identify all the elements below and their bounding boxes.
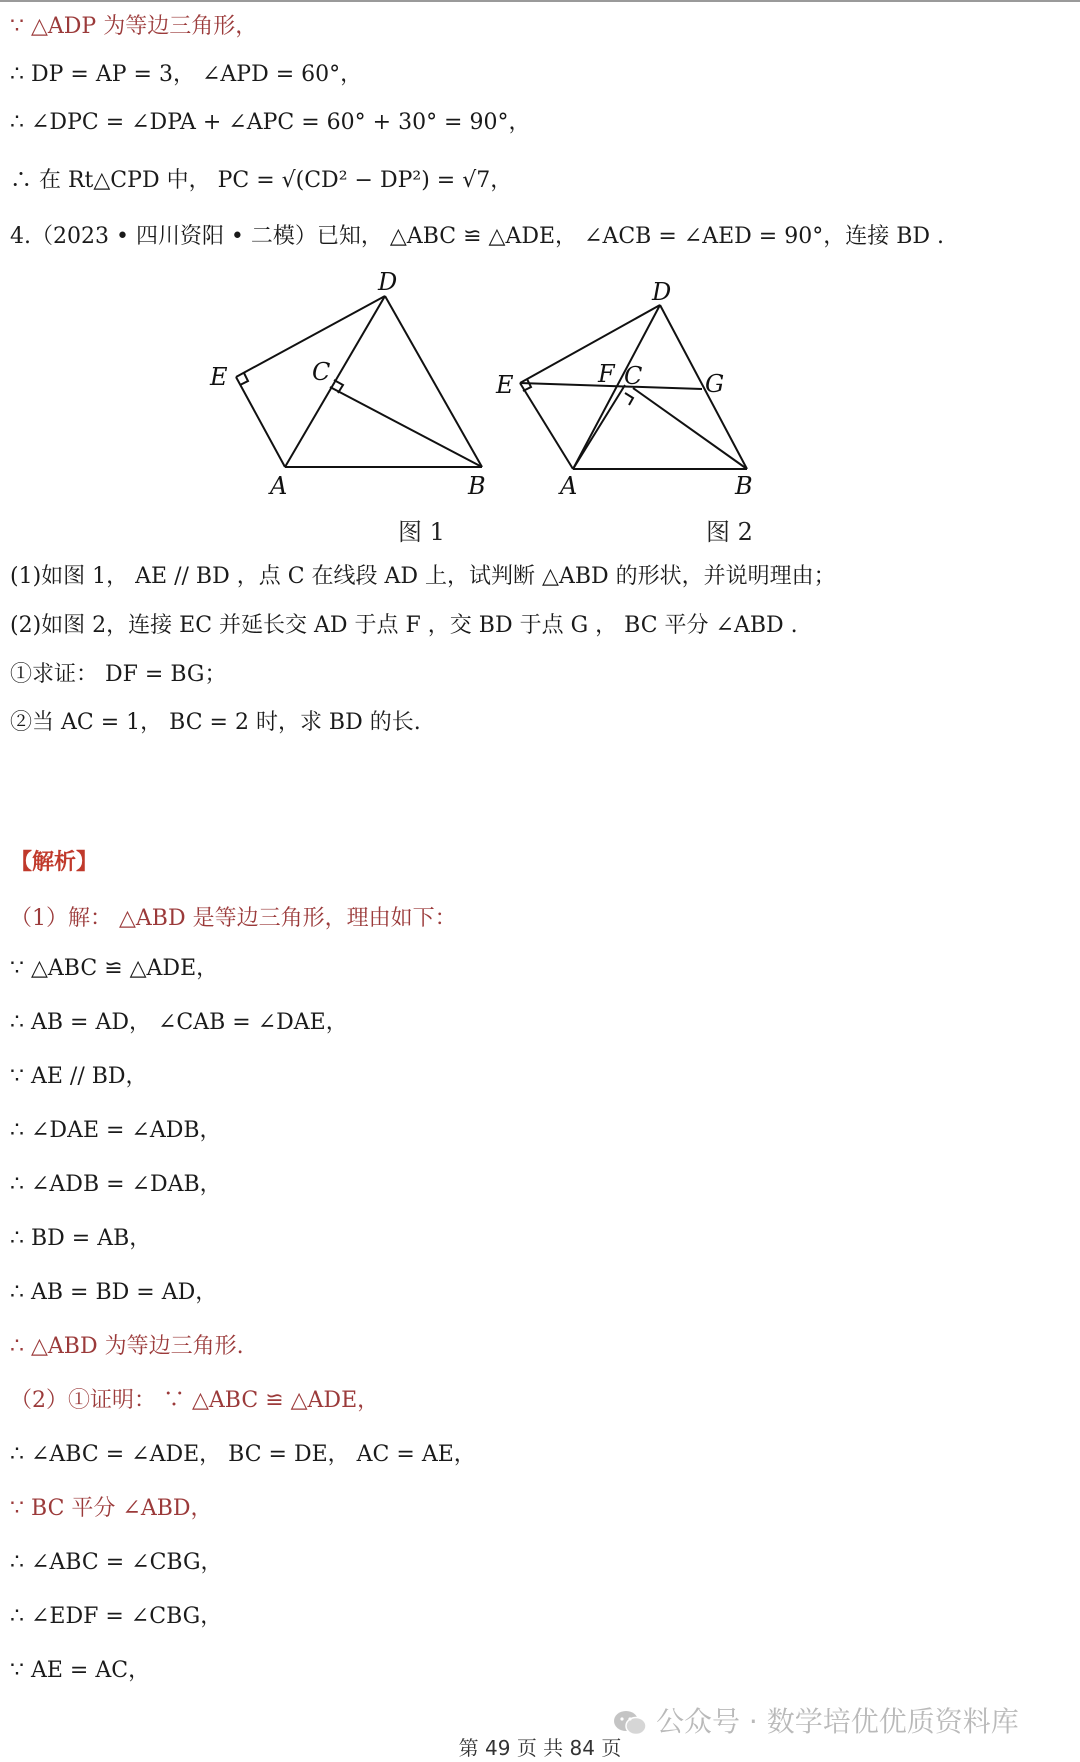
watermark-text: 公众号 · 数学培优优质资料库 [656,1705,1019,1738]
problem-4-statement: 4.（2023 • 四川资阳 • 二模）已知， △ABC ≌ △ADE， ∠ACB = ∠AED = 90°，连接 BD . [10,224,944,249]
figure-2 [496,270,850,540]
fig2-label-E: E [496,371,514,399]
text-line-4: ∴ 在 Rt△CPD 中， PC = √(CD² − DP²) = √7， [10,168,513,193]
question-part-2-1: ①求证： DF = BG； [10,662,227,687]
text-line-2: ∴ DP = AP = 3， ∠APD = 60°， [10,62,363,87]
fig1-label-E: E [210,363,228,391]
fig2-label-D: D [652,278,672,306]
figure-1-caption: 图 1 [398,518,445,546]
text-line-3: ∴ ∠DPC = ∠DPA + ∠APC = 60° + 30° = 90°， [10,110,531,135]
figure-2-diagram [496,270,850,540]
solution-line-4: ∵ AE // BD， [10,1064,148,1089]
solution-line-14: ∴ ∠EDF = ∠CBG， [10,1604,223,1629]
figure-1-diagram [210,268,530,540]
fig2-label-C: C [624,362,643,390]
solution-line-1: （1）解： △ABD 是等边三角形，理由如下： [10,906,457,931]
figure-1 [210,268,530,540]
page-top-rule [0,0,1080,2]
fig2-label-B: B [735,472,753,500]
fig1-label-D: D [378,268,398,296]
fig1-segment-AE [236,377,285,467]
fig2-label-G: G [705,370,725,398]
solution-line-8: ∴ AB = BD = AD， [10,1280,218,1305]
solution-line-6: ∴ ∠ADB = ∠DAB， [10,1172,222,1197]
fig2-label-A: A [560,472,578,500]
solution-line-7: ∴ BD = AB， [10,1226,152,1251]
fig2-segment-CB [633,388,747,469]
solution-line-10: （2）①证明： ∵ △ABC ≌ △ADE， [10,1388,380,1413]
page-number-footer: 第 49 页 共 84 页 [458,1736,622,1760]
fig2-label-F: F [598,360,615,388]
solution-line-2: ∵ △ABC ≌ △ADE， [10,956,219,981]
solution-line-9: ∴ △ABD 为等边三角形. [10,1334,244,1359]
text-line-1: ∵ △ADP 为等边三角形， [10,14,258,39]
question-part-1: (1)如图 1， AE // BD ，点 C 在线段 AD 上，试判断 △ABD 的形状，并说明理由； [10,564,836,589]
solution-line-3: ∴ AB = AD， ∠CAB = ∠DAE， [10,1010,348,1035]
question-part-2: (2)如图 2，连接 EC 并延长交 AD 于点 F ，交 BD 于点 G ， BC 平分 ∠ABD . [10,613,798,638]
solution-line-15: ∵ AE = AC， [10,1658,151,1683]
fig2-right-angle-C [625,393,633,405]
fig1-segment-ED [236,296,385,377]
fig1-label-C: C [312,358,331,386]
question-part-2-2: ②当 AC = 1， BC = 2 时，求 BD 的长. [10,710,421,735]
solution-line-12: ∵ BC 平分 ∠ABD， [10,1496,213,1521]
figure-2-caption: 图 2 [706,518,753,546]
solution-line-13: ∴ ∠ABC = ∠CBG， [10,1550,223,1575]
fig1-label-A: A [270,472,288,500]
fig2-segment-AF [573,385,625,469]
analysis-heading: 【解析】 [10,850,99,875]
solution-line-5: ∴ ∠DAE = ∠ADB， [10,1118,222,1143]
fig2-segment-DB [660,305,747,469]
fig1-label-B: B [468,472,486,500]
solution-line-11: ∴ ∠ABC = ∠ADE， BC = DE， AC = AE， [10,1442,476,1467]
